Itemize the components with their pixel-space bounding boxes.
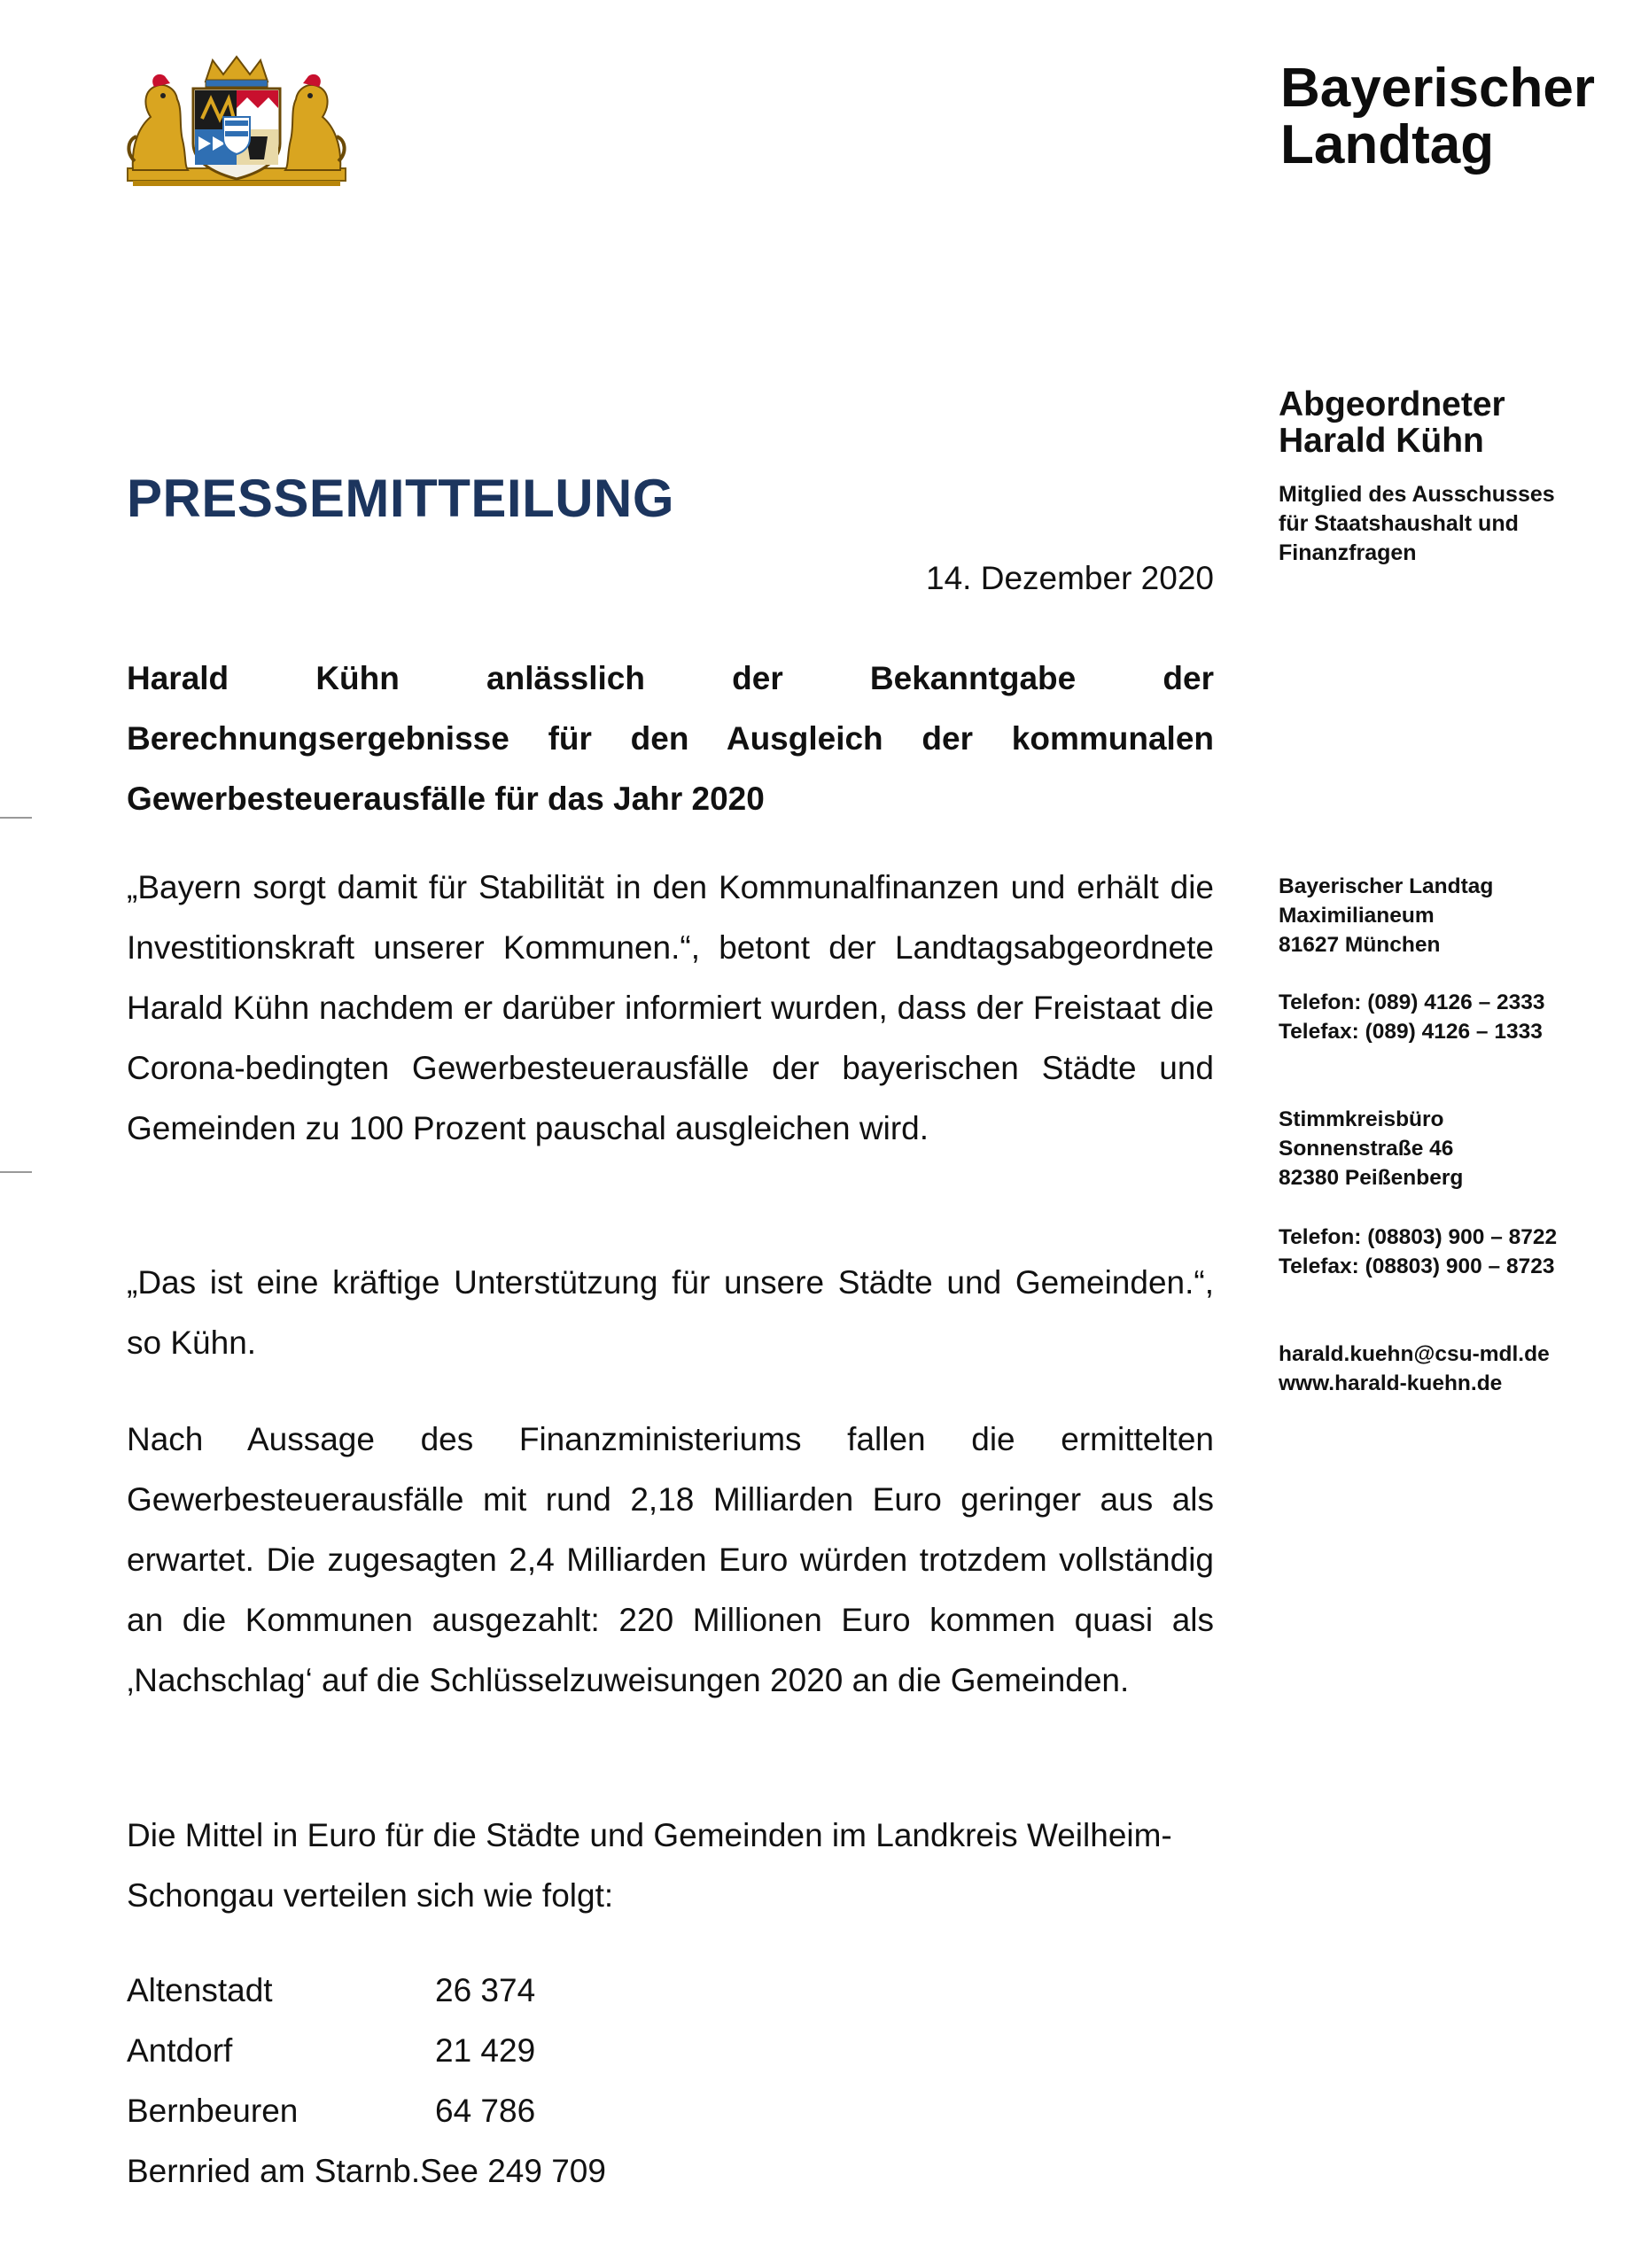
address-line: 81627 München [1279,933,1441,957]
landtag-fax: Telefax: (089) 4126 – 1333 [1279,1020,1543,1044]
body-paragraph: „Bayern sorgt damit für Stabilität in den Kommunalfinanzen und erhält die Investitionskraft unserer Kommunen.“, betont der Landtagsabgeordnete Harald Kühn nachdem er darüber informiert wurden, dass der Freistaat die Corona-bedingten Gewerbesteuerausfälle der bayerischen Städte und Gemeinden zu 100 Prozent pauschal ausgleichen wird. [127,869,1214,1146]
municipality-amount: 21 429 [435,2032,536,2069]
address-line: Maximilianeum [1279,904,1435,928]
landtag-phone: Telefon: (089) 4126 – 2333 [1279,990,1545,1014]
municipality-name: Antdorf [127,2032,233,2069]
office-line: Stimmkreisbüro [1279,1107,1444,1131]
list-item [127,2021,606,2081]
body-paragraph: „Das ist eine kräftige Unterstützung für unsere Städte und Gemeinden.“, so Kühn. [127,1264,1214,1361]
sidebar-member-title [1279,386,1505,459]
email-link[interactable]: harald.kuehn@csu-mdl.de [1279,1342,1550,1366]
org-line-2: Landtag [1280,114,1495,175]
fold-mark [0,1171,32,1173]
office-line: Sonnenstraße 46 [1279,1137,1454,1161]
municipality-name: Bernbeuren [127,2093,299,2129]
sidebar-web-contact [1279,1340,1550,1398]
office-phone: Telefon: (08803) 900 – 8722 [1279,1225,1558,1249]
committee-line: Finanzfragen [1279,540,1417,565]
list-item [127,2081,606,2141]
sidebar-office-contact [1279,1223,1557,1281]
org-line-1: Bayerischer [1280,58,1596,119]
address-line: Bayerischer Landtag [1279,874,1494,898]
fold-mark [0,817,32,819]
sidebar-constituency-office [1279,1105,1463,1192]
header-org-name [1280,60,1595,174]
municipality-name: Altenstadt [127,1972,273,2008]
municipality-amount: 64 786 [435,2093,536,2129]
sidebar-committee [1279,480,1555,568]
sidebar-landtag-contact [1279,988,1545,1046]
municipality-name: Bernried am Starnb.See [127,2153,478,2189]
member-role: Abgeordneter [1279,385,1505,423]
list-item [127,2141,606,2202]
member-name: Harald Kühn [1279,422,1484,460]
release-date: 14. Dezember 2020 [926,560,1214,596]
office-fax: Telefax: (08803) 900 – 8723 [1279,1254,1555,1278]
municipality-amount: 249 709 [487,2153,606,2189]
municipality-amount: 26 374 [435,1972,536,2008]
committee-line: Mitglied des Ausschusses [1279,482,1555,507]
headline: Harald Kühn anlässlich der Bekanntgabe der Berechnungsergebnisse für den Ausgleich der kommunalen Gewerbesteuerausfälle für das Jahr 2020 [127,660,1214,817]
sidebar-address [1279,872,1493,959]
office-line: 82380 Peißenberg [1279,1166,1464,1190]
press-release-title: PRESSEMITTEILUNG [127,469,675,528]
body-paragraph: Die Mittel in Euro für die Städte und Gemeinden im Landkreis Weilheim-Schongau verteilen sich wie folgt: [127,1817,1172,1914]
distribution-list [127,1961,606,2202]
list-item [127,1961,606,2021]
committee-line: für Staatshaushalt und [1279,511,1519,536]
website-link[interactable]: www.harald-kuehn.de [1279,1371,1503,1395]
body-paragraph: Nach Aussage des Finanzministeriums fallen die ermittelten Gewerbesteuerausfälle mit rund 2,18 Milliarden Euro geringer aus als erwartet. Die zugesagten 2,4 Milliarden Euro würden trotzdem vollständig an die Kommunen ausgezahlt: 220 Millionen Euro kommen quasi als ‚Nachschlag‘ auf die Schlüsselzuweisungen 2020 an die Gemeinden. [127,1421,1214,1698]
bavarian-coat-of-arms-logo [124,55,349,190]
